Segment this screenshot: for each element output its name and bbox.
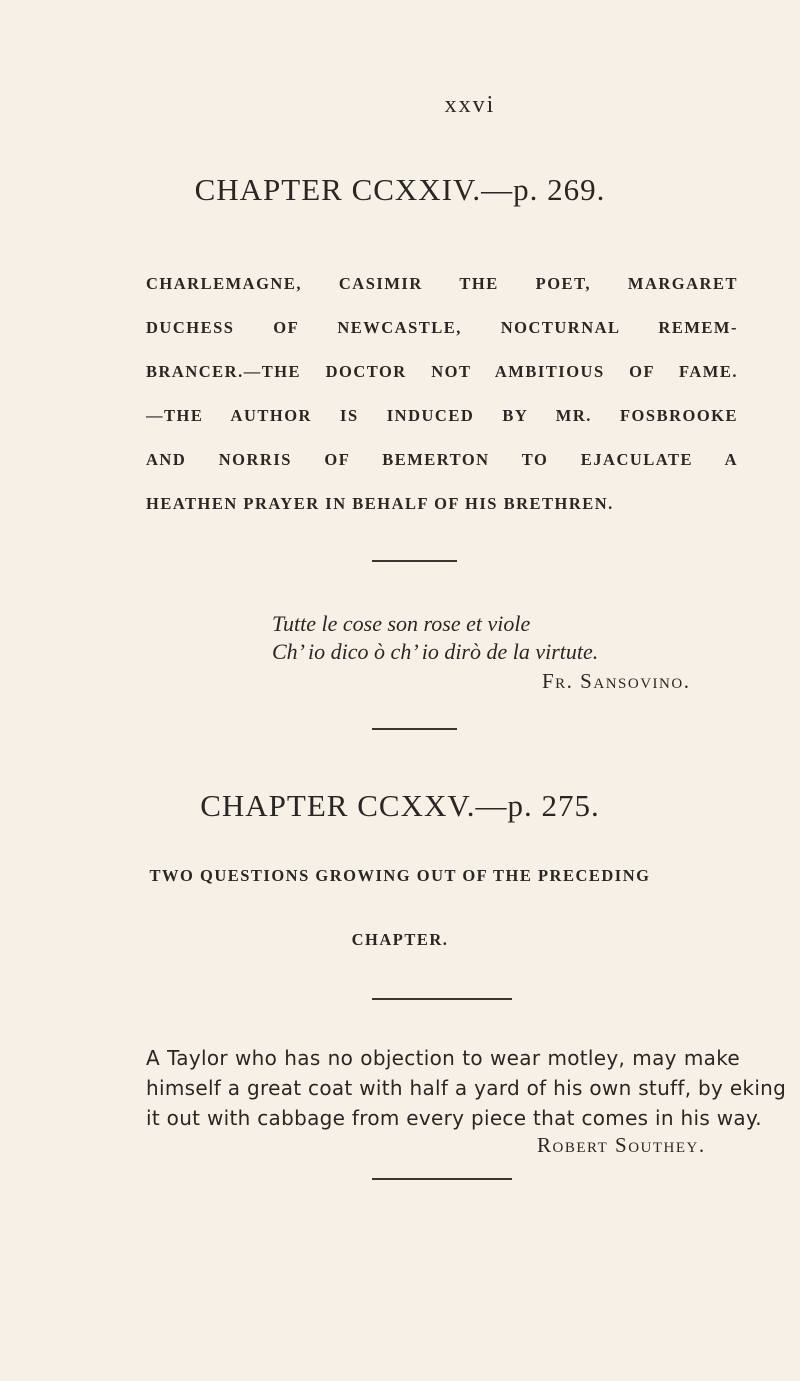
summary-line: AND NORRIS OF BEMERTON TO EJACULATE A (146, 450, 738, 469)
verse-line: Ch’ io dico ò ch’ io dirò de la virtute. (272, 639, 599, 664)
epigraph-quote (146, 1043, 787, 1133)
summary-line: DUCHESS OF NEWCASTLE, NOCTURNAL REMEM- (146, 318, 738, 337)
summary-line: BRANCER.—THE DOCTOR NOT AMBITIOUS OF FAME. (146, 362, 738, 381)
quote-attribution: Robert Southey. (537, 1133, 706, 1157)
chapter-summary-ccxxv-line2: CHAPTER. (351, 930, 449, 949)
verse-line: Tutte le cose son rose et viole (272, 611, 531, 636)
divider-rule (372, 728, 457, 730)
summary-line: HEATHEN PRAYER IN BEHALF OF HIS BRETHREN. (146, 494, 614, 513)
divider-rule (372, 1178, 512, 1180)
epigraph-verse (272, 610, 598, 666)
summary-line: CHARLEMAGNE, CASIMIR THE POET, MARGARET (146, 274, 738, 293)
quote-line: A Taylor who has no objection to wear motley, may make (146, 1046, 740, 1070)
chapter-heading-ccxxiv: CHAPTER CCXXIV.—p. 269. (194, 172, 606, 207)
quote-line: it out with cabbage from every piece that comes in his way. (146, 1106, 762, 1130)
summary-line: —THE AUTHOR IS INDUCED BY MR. FOSBROOKE (146, 406, 738, 425)
page-number: xxvi (444, 92, 496, 118)
chapter-summary-ccxxiv (146, 262, 738, 526)
chapter-summary-ccxxv-line1: TWO QUESTIONS GROWING OUT OF THE PRECEDING (149, 866, 651, 885)
epigraph-attribution: Fr. Sansovino. (542, 669, 691, 693)
quote-line: himself a great coat with half a yard of his own stuff, by eking (146, 1076, 787, 1100)
divider-rule (372, 998, 512, 1000)
chapter-heading-ccxxv: CHAPTER CCXXV.—p. 275. (200, 788, 600, 823)
divider-rule (372, 560, 457, 562)
